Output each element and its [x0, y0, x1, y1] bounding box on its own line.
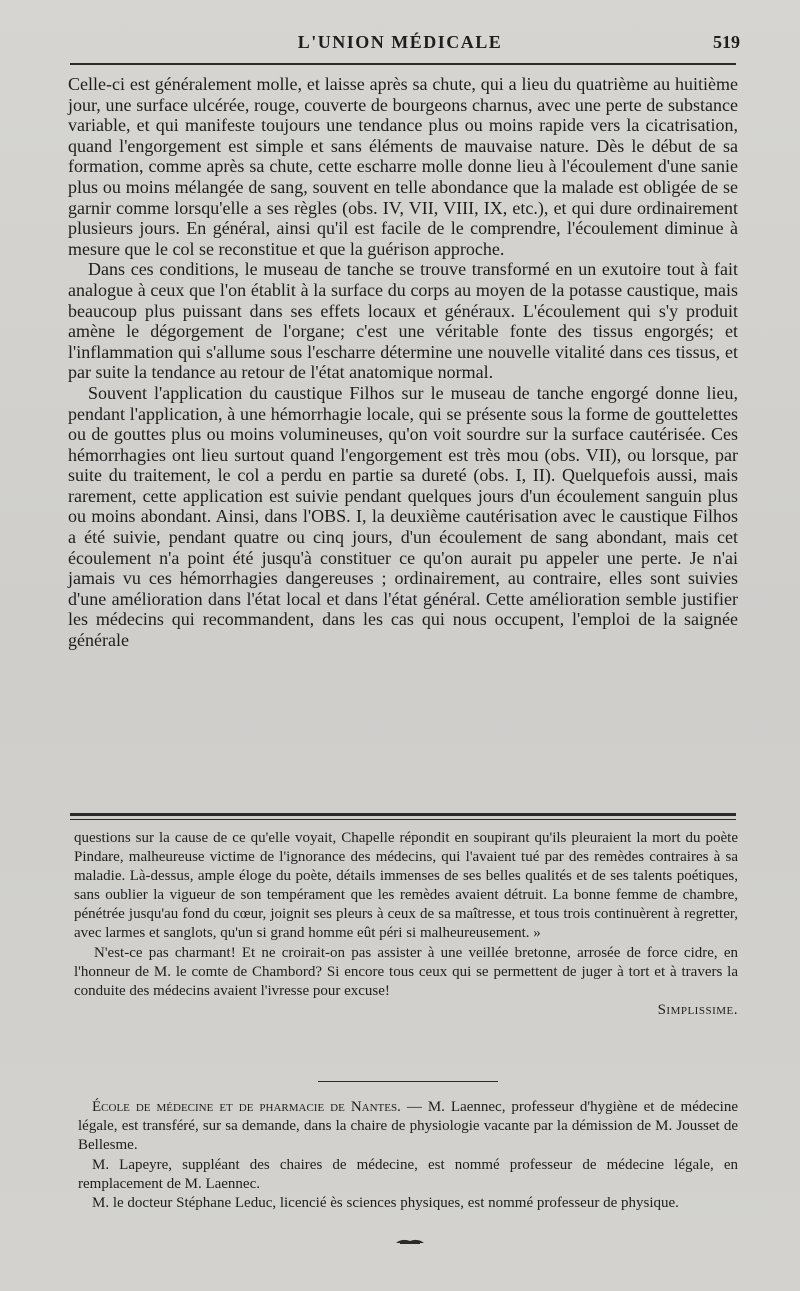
end-ornament	[394, 1237, 426, 1245]
news-section	[78, 1098, 738, 1213]
main-paragraph: Celle-ci est généralement molle, et laisse après sa chute, qui a lieu du quatrième au huitième jour, une surface ulcérée, rouge, couverte de bourgeons charnus, avec une perte de substance variable, et qui manifeste toujours une tendance plus ou moins rapide vers la cicatrisation, quand l'engorgement est simple et sans éléments de mauvaise nature. Dès le début de sa formation, comme après sa chute, cette escharre molle donne lieu à l'écoulement d'une sanie plus ou moins mélangée de sang, souvent en telle abondance que la malade est obligée de se garnir comme lorsqu'elle a ses règles (obs. IV, VII, VIII, IX, etc.), et qui dure ordinairement plusieurs jours. En général, ainsi qu'il est facile de le comprendre, l'écoulement diminue à mesure que le col se reconstitue et que la guérison approche.	[68, 74, 738, 259]
page-header	[0, 32, 800, 56]
news-item-body: — M. Laennec, professeur d'hygiène et de médecine légale, est transféré, sur sa demande, dans la chaire de physiologie vacante par la démission de M. Jousset de Bellesme.	[78, 1099, 738, 1154]
news-item: M. le docteur Stéphane Leduc, licencié ès sciences physiques, est nommé professeur de physique.	[92, 1195, 679, 1212]
news-item-heading: École de médecine et de pharmacie de Nantes.	[92, 1099, 401, 1115]
running-title: L'UNION MÉDICALE	[297, 32, 503, 52]
feuilleton-paragraph: N'est-ce pas charmant! Et ne croirait-on pas assister à une veillée bretonne, arrosée de force cidre, en l'honneur de M. le comte de Chambord? Si encore tous ceux qui se permettent de juger à tort et à travers la conduite des médecins avaient l'ivresse pour excuse!	[74, 944, 738, 999]
news-separator	[318, 1081, 498, 1082]
feuilleton-separator-thick	[70, 813, 736, 816]
feuilleton-paragraph: questions sur la cause de ce qu'elle voyait, Chapelle répondit en soupirant qu'ils pleuraient la mort du poète Pindare, malheureuse victime de l'ignorance des médecins, qui l'avaient tué par des remèdes contraires à sa maladie. Là-dessus, ample éloge du poète, détails immenses de ses belles qualités et de ses talents poétiques, sans oublier la vigueur de son tempérament que les remèdes avaient détruit. La bonne femme de chambre, pénétrée jusqu'au fond du cœur, joignit ses pleurs à ceux de sa maîtresse, et tous trois continuèrent à regretter, avec larmes et sanglots, qu'un si grand homme eût péri si malheureusement. »	[74, 830, 738, 942]
main-paragraph: Dans ces conditions, le museau de tanche se trouve transformé en un exutoire tout à fait analogue à ceux que l'on établit à la surface du corps au moyen de la potasse caustique, mais beaucoup plus puissant dans ses effets locaux et généraux. L'écoulement qui s'y produit amène le dégorgement de l'organe; c'est une véritable fonte des tissus engorgés; et l'inflammation qui s'allume sous l'escharre détermine une nouvelle vitalité dans ces tissus, et par suite la tendance au retour de l'état anatomique normal.	[68, 259, 738, 383]
news-item: M. Lapeyre, suppléant des chaires de médecine, est nommé professeur de médecine légale, en remplacement de M. Laennec.	[78, 1156, 738, 1192]
feuilleton-signature: Simplissime.	[657, 1001, 738, 1018]
header-rule	[70, 63, 736, 65]
feuilleton-section	[74, 829, 738, 1020]
page-number: 519	[713, 32, 740, 52]
feuilleton-separator-thin	[70, 819, 736, 820]
main-article-text	[68, 74, 738, 651]
news-item	[78, 1098, 738, 1156]
main-paragraph: Souvent l'application du caustique Filhos sur le museau de tanche engorgé donne lieu, pendant l'application, à une hémorrhagie locale, qui se présente sous la forme de gouttelettes ou de gouttes plus ou moins volumineuses, qu'on voit sourdre sur la surface cautérisée. Ces hémorrhagies ont lieu surtout quand l'engorgement est très mou (obs. VII), ou lorsque, par suite du traitement, le col a perdu en partie sa dureté (obs. I, II). Quelquefois aussi, mais rarement, cette application est suivie pendant quelques jours d'un écoulement sanguin plus ou moins abondant. Ainsi, dans l'OBS. I, la deuxième cautérisation avec le caustique Filhos a été suivie, pendant quatre ou cinq jours, d'un écoulement de sang abondant, mais cet écoulement n'a point été jusqu'à constituer ce qu'on aurait pu appeler une perte. Je n'ai jamais vu ces hémorrhagies dangereuses ; ordinairement, au contraire, elles sont suivies d'une amélioration dans l'état local et dans l'état général. Cette amélioration semble justifier les médecins qui recommandent, dans les cas qui nous occupent, l'emploi de la saignée générale	[68, 382, 738, 651]
